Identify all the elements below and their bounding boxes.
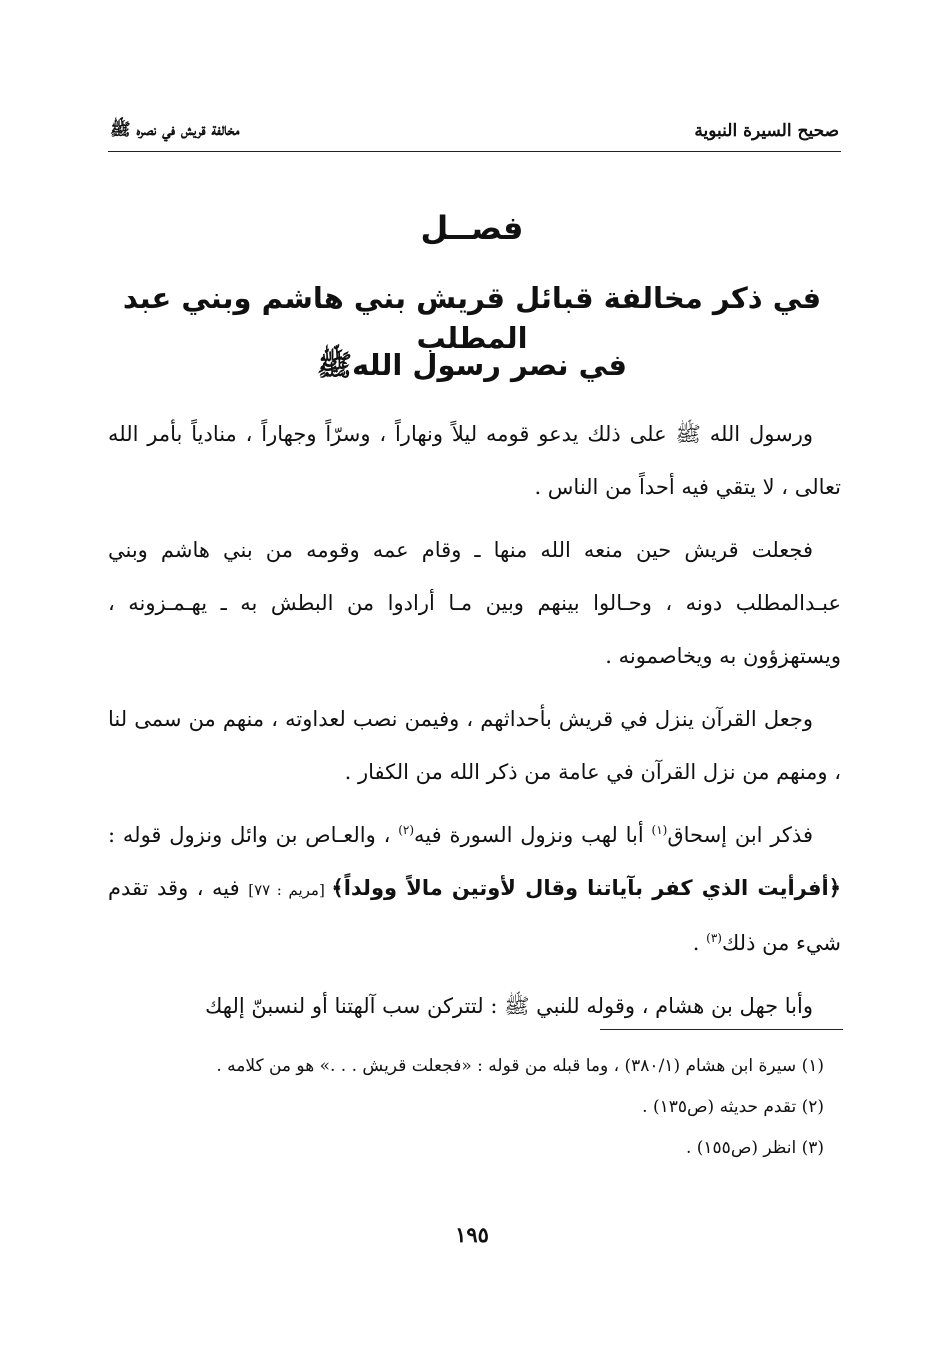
body-text [108,408,841,1043]
chapter-title: فصــل [420,209,524,247]
paragraph-5: وأبا جهل بن هشام ، وقوله للنبي ﷺ : لتتركن سب آلهتنا أو لنسبنّ إلهك [205,994,813,1018]
paragraph-4-part-c: ، والعـاص بن وائل ونزول قوله : [108,823,399,847]
paragraph-4-part-b: أبا لهب ونزول السورة فيه [414,823,652,847]
paragraph-4-part-e: . [692,931,707,955]
chapter-subtitle-line-2: في نصر رسول اللهﷺ [317,348,627,382]
paragraph-4-part-d: فيه ، وقد تقدم شيء من ذلك [108,876,841,955]
header-section-title: مخالفة قريش في نصره ﷺ [110,119,240,140]
footnotes [110,1046,824,1169]
verse-reference: [مريم : ٧٧] [248,881,332,899]
footnote-ref-3[interactable]: (٣) [706,931,722,945]
footnote-ref-1[interactable]: (١) [651,823,668,837]
footnote-divider [600,1029,843,1030]
footnote-3: (٣) انظر (ص١٥٥) . [685,1138,824,1158]
footnote-2: (٢) تقدم حديثه (ص١٣٥) . [642,1097,824,1117]
footnote-ref-2[interactable]: (٢) [398,823,415,837]
running-header [110,116,839,146]
header-divider [108,151,841,152]
paragraph-1: ورسول الله ﷺ على ذلك يدعو قومه ليلاً ونهاراً ، وسرّاً وجهاراً ، منادياً بأمر الله تعالى ، لا يتقي فيه أحداً من الناس . [108,422,841,499]
chapter-subtitle-line-1: في ذكر مخالفة قبائل قريش بني هاشم وبني عبد المطلب [122,281,822,355]
paragraph-4-part-a: فذكر ابن إسحاق [667,823,813,847]
page-number: ١٩٥ [455,1222,489,1247]
header-book-title: صحيح السيرة النبوية [694,121,839,141]
paragraph-3: وجعل القرآن ينزل في قريش بأحداثهم ، وفيمن نصب لعداوته ، منهم من سمى لنا ، ومنهم من نزل القرآن في عامة من ذكر الله من الكفار . [108,707,841,784]
footnote-1: (١) سيرة ابن هشام (٣٨٠/١) ، وما قبله من قوله : «فجعلت قريش . . .» هو من كلامه . [216,1056,824,1076]
paragraph-4 [108,809,841,970]
quran-verse: ﴿أفرأيت الذي كفر بآياتنا وقال لأوتين مالاً وولداً﴾ [331,876,841,900]
paragraph-2: فجعلت قريش حين منعه الله منها ـ وقام عمه وقومه من بني هاشم وبني عبـدالمطلب دونه ، وحـالوا بينهم وبين مـا أرادوا من البطش به ـ يهـمـزونه ، ويستهزؤون به ويخاصمونه . [108,538,841,668]
